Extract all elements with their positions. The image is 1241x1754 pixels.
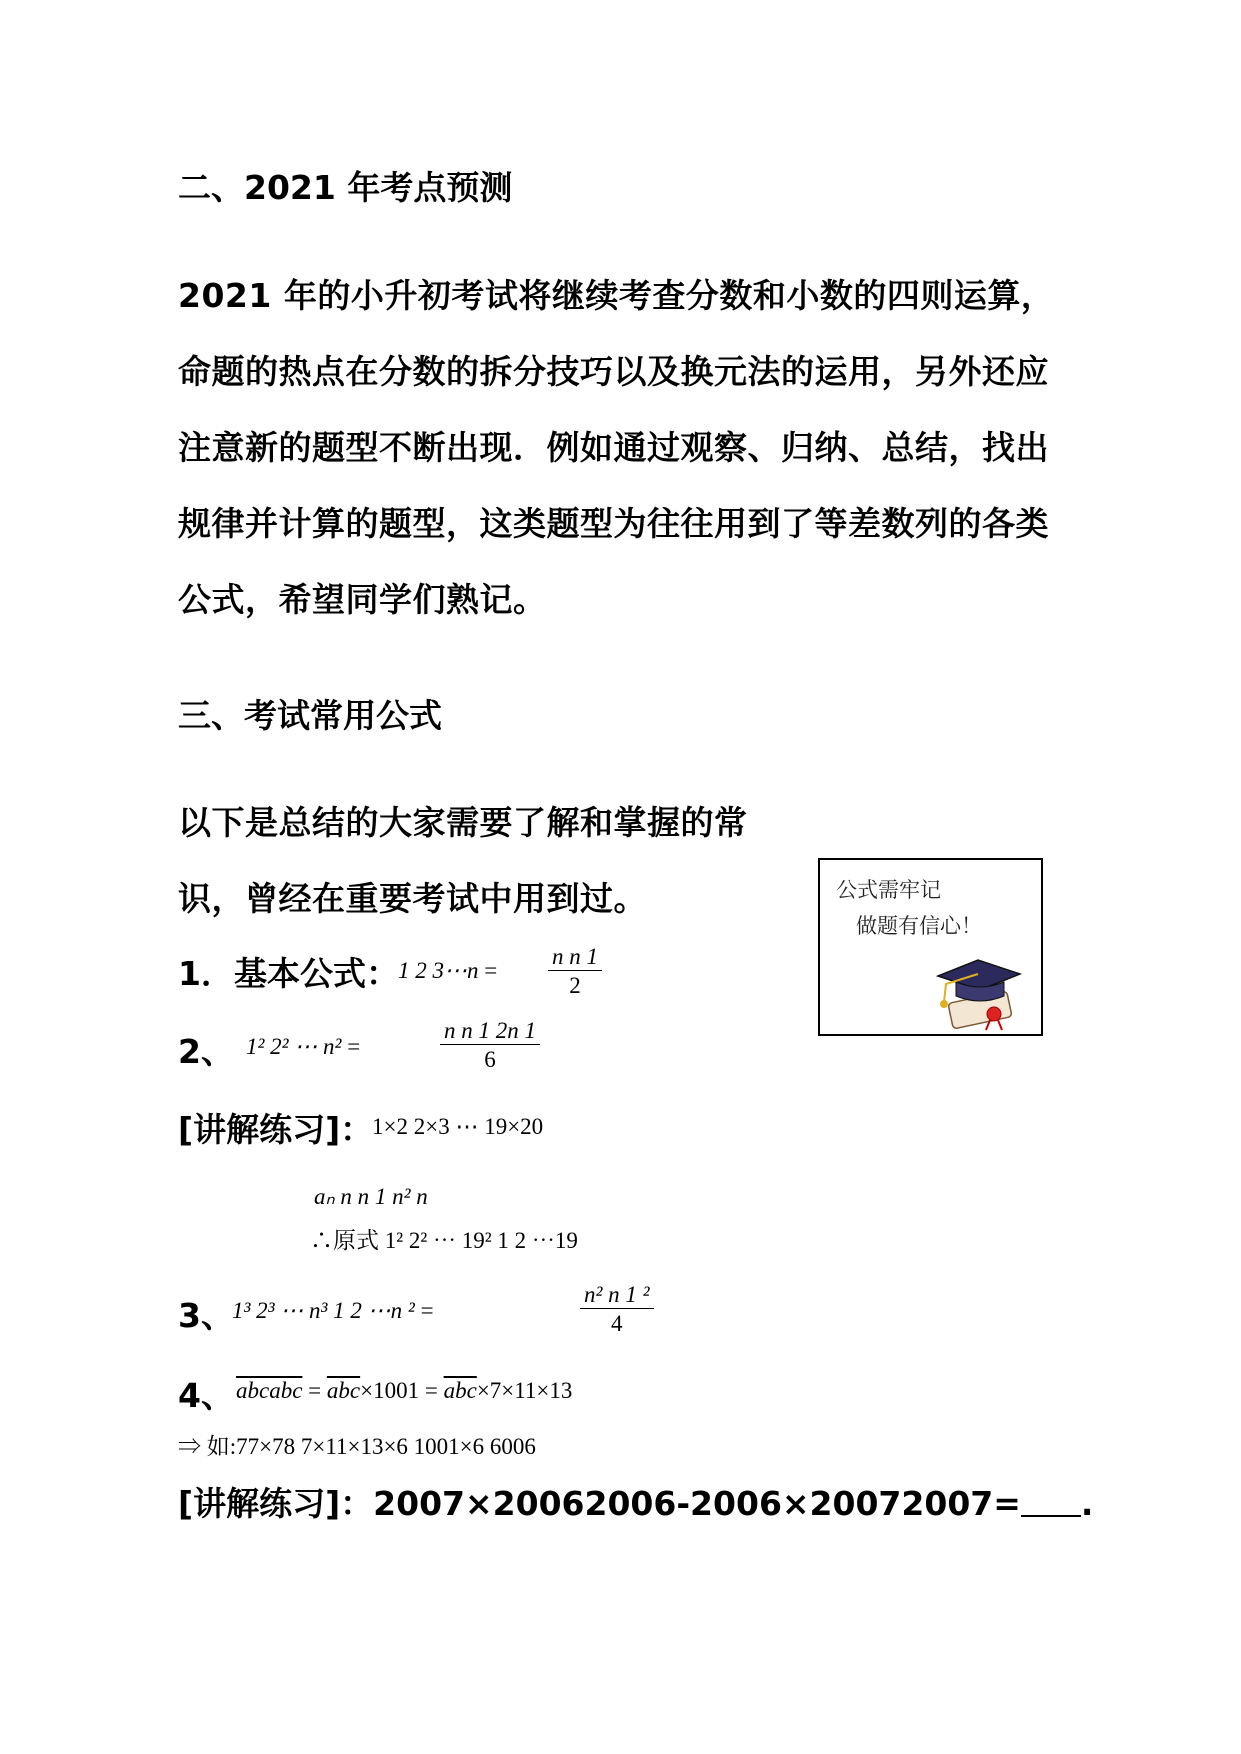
formula-3-lhs: 1³ 2³ ⋯ n³ 1 2 ⋯n ² = [232, 1298, 434, 1323]
formula-2-numerator: n n 1 2n 1 [440, 1018, 540, 1045]
formula-3-lhs-text: 1³ 2³ ⋯ n³ 1 2 ⋯n ² [232, 1298, 415, 1323]
formula-2-lhs-text: 1² 2² ⋯ n² [246, 1034, 342, 1059]
exercise-1-step-1: aₙ n n 1 n² n [314, 1184, 428, 1209]
exercise-2-expression: 2007×20062006-2006×20072007= [373, 1484, 1021, 1523]
formula-4-abc-2: $\overline{abc}$ [443, 1378, 477, 1403]
section-heading-predict: 二、2021 年考点预测 [178, 168, 513, 207]
formula-4-part-2: ×7×11×13 [476, 1378, 573, 1403]
formula-3-numerator: n² n 1 ² [580, 1282, 654, 1309]
note-line-1: 公式需牢记 [836, 878, 941, 902]
formula-1-lhs: 1 2 3⋯n = [398, 958, 498, 983]
graduation-cap-icon [930, 952, 1025, 1032]
formula-1-fraction [548, 944, 602, 999]
exercise-1-step-2: ∴原式 1² 2² ⋯ 19² 1 2 ⋯19 [310, 1228, 578, 1253]
note-image [818, 858, 1043, 1036]
formula-3-fraction [580, 1282, 654, 1337]
exercise-2-tail: . [1080, 1484, 1094, 1523]
formula-2-label: 2、 [178, 1032, 234, 1071]
formula-1-lhs-text: 1 2 3⋯n [398, 958, 479, 983]
formula-2-denominator: 6 [484, 1047, 496, 1072]
note-line-2: 做题有信心！ [856, 914, 982, 938]
formula-4-expression: abcabc = $\overline{abc}\times 1001 = \overline{abc}\times 7\times 11\times 13$ [236, 1378, 573, 1403]
answer-blank [1021, 1489, 1081, 1517]
formula-4-example: ⇒ 如:77×78 7×11×13×6 1001×6 6006 [178, 1434, 536, 1459]
exercise-1-expression: 1×2 2×3 ⋯ 19×20 [372, 1114, 544, 1139]
formula-intro: 以下是总结的大家需要了解和掌握的常识，曾经在重要考试中用到过。 [178, 803, 748, 918]
predict-paragraph: 2021 年的小升初考试将继续考查分数和小数的四则运算，命题的热点在分数的拆分技巧以及换元法的运用，另外还应注意新的题型不断出现．例如通过观察、归纳、总结，找出规律并计算的题型，这类题型为往往用到了等差数列的各类公式，希望同学们熟记。 [178, 276, 1055, 619]
exercise-2-label: [讲解练习]： [178, 1484, 374, 1523]
formula-1-numerator: n n 1 [548, 944, 602, 971]
formula-4-label: 4、 [178, 1376, 234, 1415]
formula-3-denominator: 4 [611, 1311, 623, 1336]
exercise-1-label: [讲解练习]： [178, 1110, 374, 1149]
formula-1-label: 1．基本公式： [178, 954, 399, 993]
section-heading-formulas: 三、考试常用公式 [178, 696, 442, 735]
formula-2-fraction [440, 1018, 540, 1073]
formula-4-abcabc: abcabc [236, 1378, 303, 1403]
formula-4-part-1: ×1001 [360, 1378, 420, 1403]
exercise-2 [178, 1478, 1093, 1525]
formula-2-lhs: 1² 2² ⋯ n² = [246, 1034, 361, 1059]
formula-3-label: 3、 [178, 1296, 234, 1335]
formula-1-denominator: 2 [569, 973, 581, 998]
formula-4-abc-1: $\overline{abc}$ [326, 1378, 361, 1403]
